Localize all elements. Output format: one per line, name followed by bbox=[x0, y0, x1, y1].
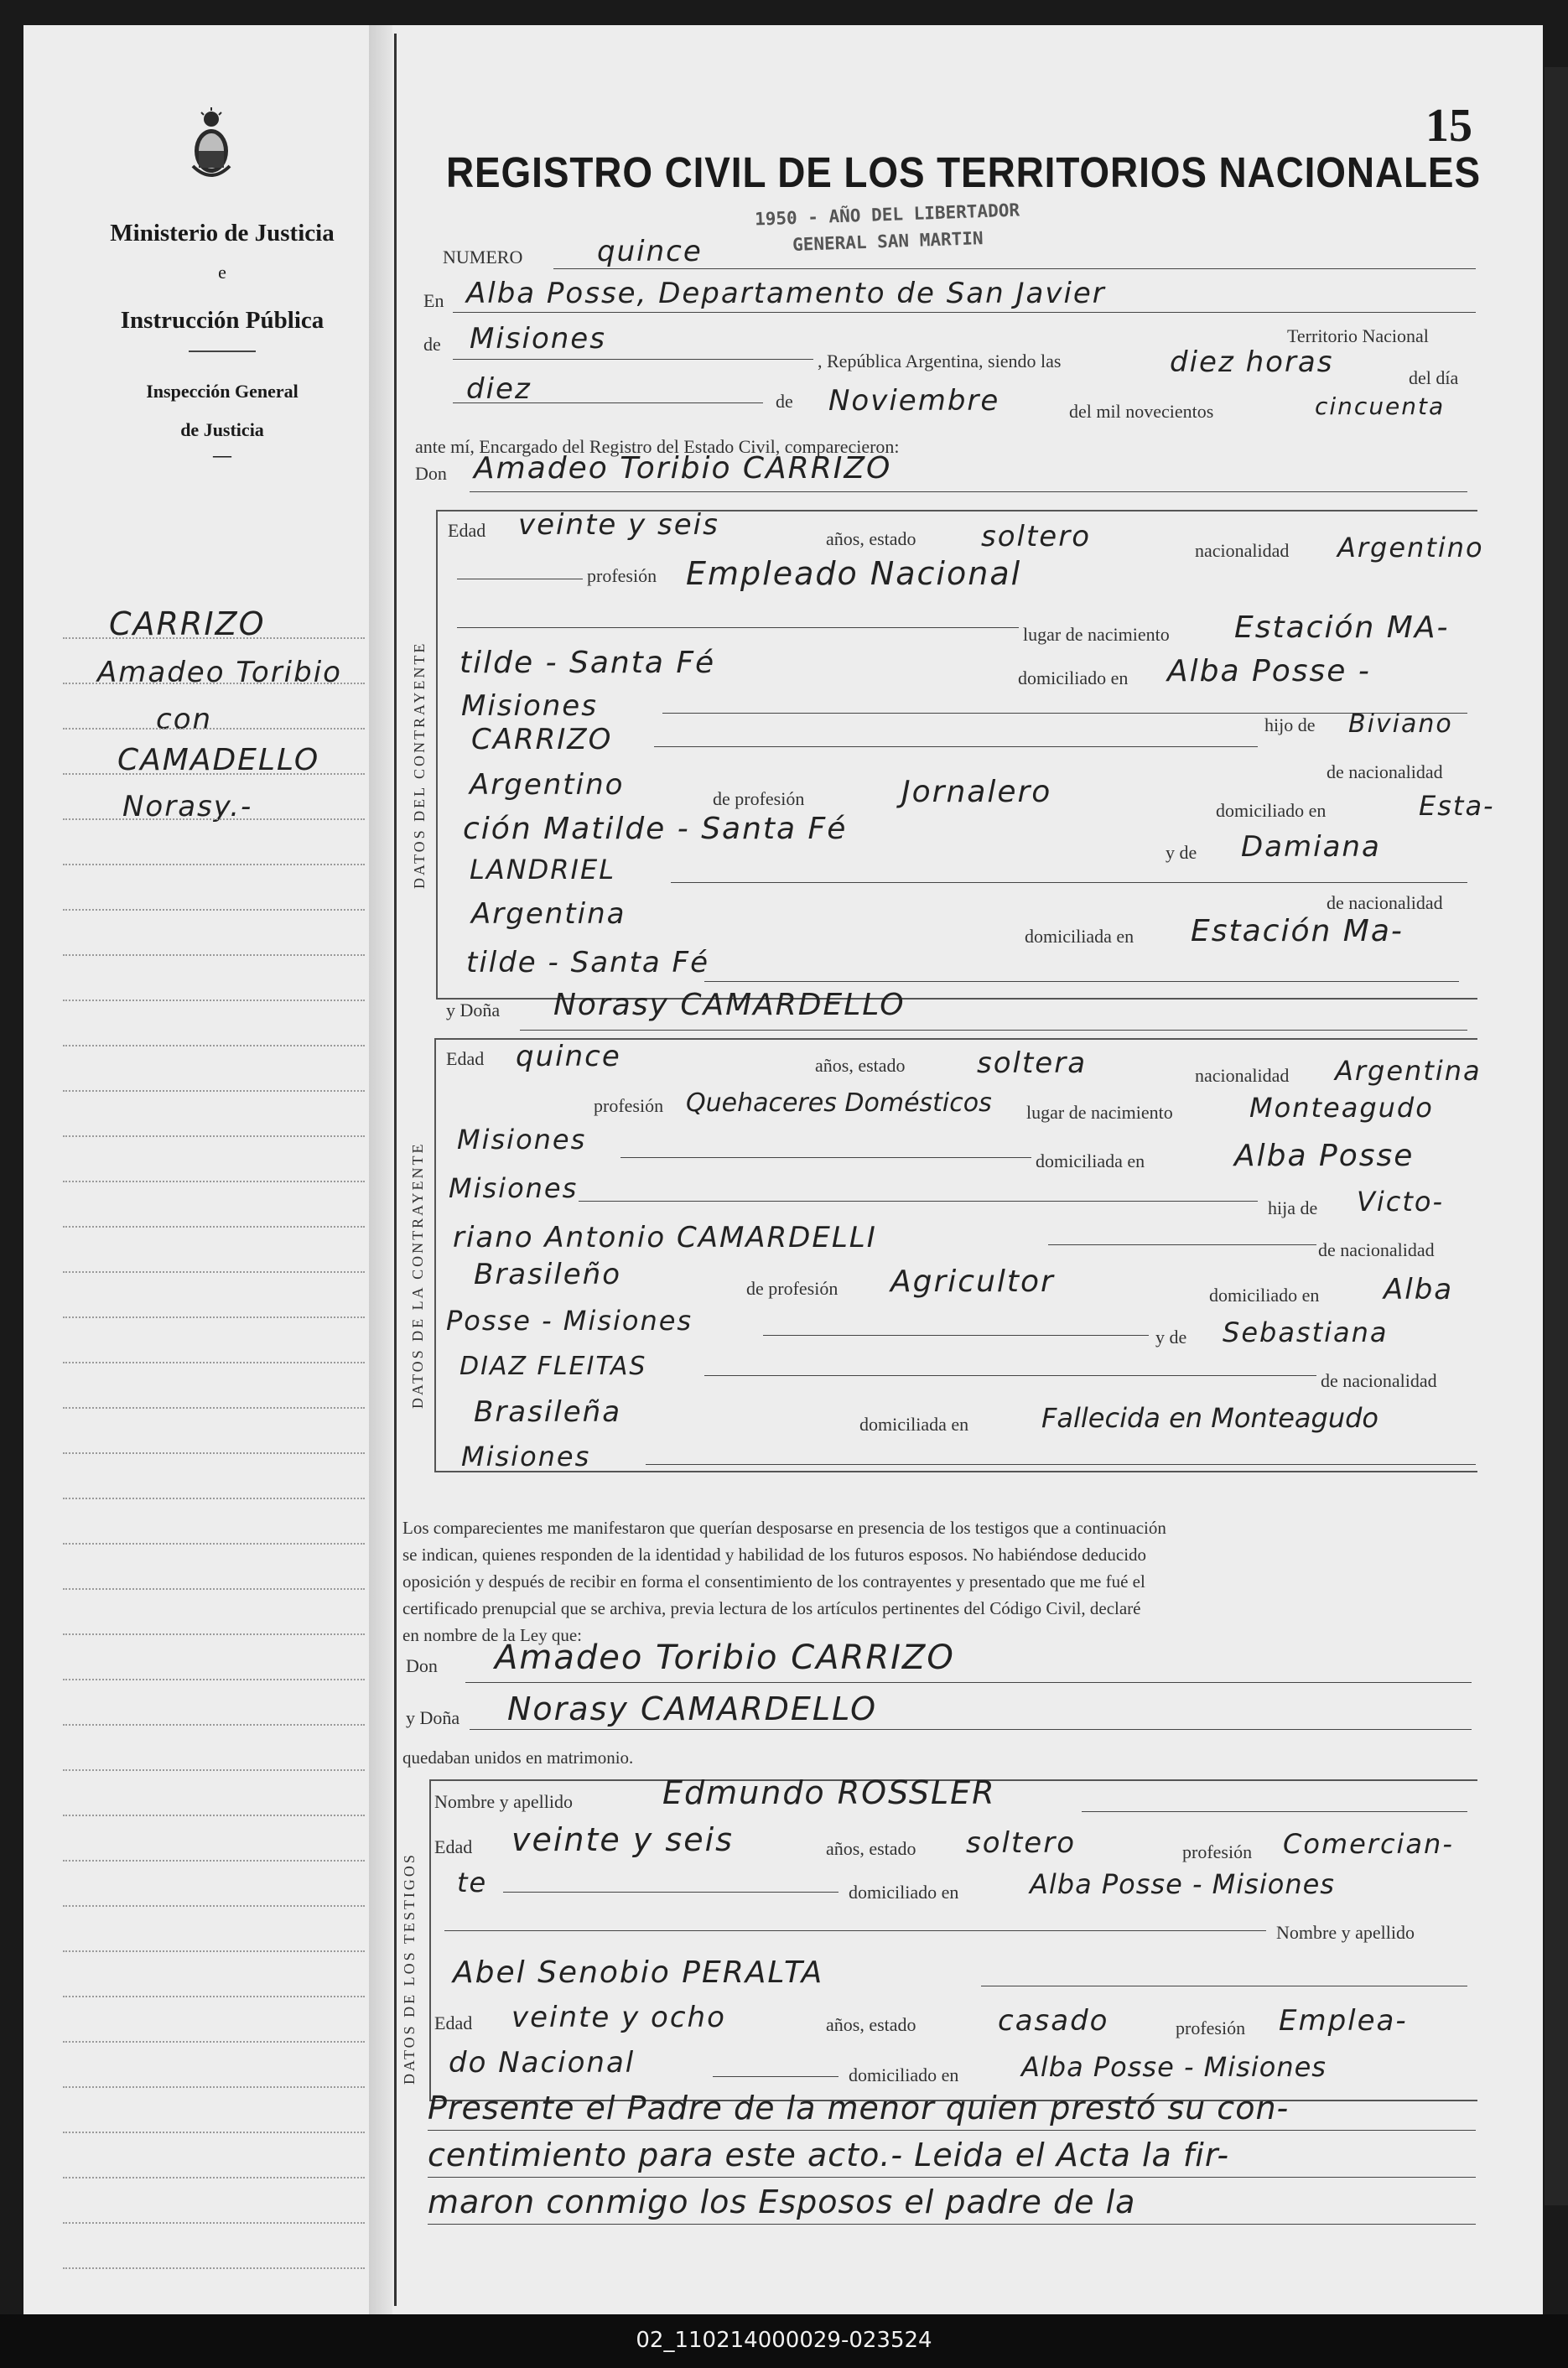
margin-rule-line bbox=[63, 1407, 365, 1409]
margin-rule-line bbox=[63, 1271, 365, 1273]
rule-groom-lugar bbox=[457, 627, 1019, 628]
witnesses-side-label: DATOS DE LOS TESTIGOS bbox=[401, 1852, 418, 2085]
bride-domiciliada-label: domiciliada en bbox=[1036, 1150, 1145, 1171]
groom-father-surname: CARRIZO bbox=[471, 723, 613, 756]
bride-father-nac-value: Brasileño bbox=[474, 1258, 622, 1291]
groom-nacionalidad-value: Argentino bbox=[1337, 532, 1484, 563]
coat-of-arms-icon bbox=[186, 107, 236, 183]
rule-final-don bbox=[465, 1682, 1472, 1683]
bride-anios-estado-label: años, estado bbox=[815, 1055, 906, 1076]
groom-side-label: DATOS DEL CONTRAYENTE bbox=[411, 641, 428, 889]
final-dona-value: Norasy CAMARDELLO bbox=[507, 1690, 878, 1727]
w2-edad-label: Edad bbox=[434, 2012, 473, 2033]
ministry-line1: Ministerio de Justicia bbox=[110, 220, 335, 247]
rule-w1-prof bbox=[503, 1892, 839, 1893]
rule-w2-prof bbox=[713, 2076, 839, 2077]
groom-lugar-value-a: Estación MA- bbox=[1234, 610, 1450, 645]
groom-edad-label: Edad bbox=[448, 520, 486, 541]
groom-y-de-label: y de bbox=[1166, 842, 1197, 863]
w1-prof-value-a: Comercian- bbox=[1283, 1828, 1454, 1860]
rule-en bbox=[453, 312, 1476, 313]
margin-rule-line bbox=[63, 1090, 365, 1092]
margin-rule-line bbox=[63, 909, 365, 911]
w1-edad-label: Edad bbox=[434, 1836, 473, 1857]
bride-mother-nac-value: Brasileña bbox=[474, 1395, 622, 1429]
closing-line3: maron conmigo los Esposos el padre de la bbox=[428, 2184, 1136, 2220]
w2-prof-value-a: Emplea- bbox=[1279, 2004, 1408, 2038]
rule-final-dona bbox=[470, 1729, 1472, 1730]
margin-note-bride-name: Norasy.- bbox=[122, 790, 253, 823]
bride-mother-surname: DIAZ FLEITAS bbox=[459, 1352, 647, 1381]
bride-edad-value: quince bbox=[516, 1040, 621, 1073]
groom-father-dom-label: domiciliado en bbox=[1216, 800, 1327, 821]
left-margin-column bbox=[25, 25, 394, 2314]
bride-father-prof-value: Agricultor bbox=[890, 1264, 1055, 1299]
w1-nombre-label: Nombre y apellido bbox=[434, 1791, 573, 1812]
w2-nombre-value: Abel Senobio PERALTA bbox=[453, 1955, 824, 1990]
w2-nombre-label: Nombre y apellido bbox=[1276, 1922, 1415, 1943]
w1-estado-value: soltero bbox=[966, 1826, 1076, 1860]
bride-mother-name: Sebastiana bbox=[1223, 1316, 1389, 1348]
margin-rule-line bbox=[63, 818, 365, 820]
bride-hija-label: hija de bbox=[1268, 1197, 1318, 1218]
margin-rule-line bbox=[63, 1679, 365, 1680]
w1-prof-value-b: te bbox=[457, 1867, 488, 1898]
bride-profesion-label: profesión bbox=[594, 1095, 664, 1116]
de-label2: de bbox=[776, 391, 793, 412]
margin-rule-line bbox=[63, 1588, 365, 1590]
inspeccion-line1: Inspección General bbox=[146, 381, 299, 402]
margin-rule-line bbox=[63, 1316, 365, 1318]
bride-father-dom-value-b: Posse - Misiones bbox=[446, 1305, 693, 1337]
ministry-divider bbox=[189, 351, 256, 352]
closing-line1: Presente el Padre de la menor quien prestó su con- bbox=[428, 2090, 1290, 2127]
bride-nacionalidad-value: Argentina bbox=[1335, 1055, 1482, 1087]
groom-mother-nac-label: de nacionalidad bbox=[1327, 892, 1443, 913]
groom-domiciliado-label: domiciliado en bbox=[1018, 667, 1129, 688]
groom-father-nac-label: de nacionalidad bbox=[1327, 761, 1443, 782]
anio-value: cincuenta bbox=[1315, 392, 1446, 420]
w2-domiciliado-label: domiciliado en bbox=[849, 2064, 959, 2085]
bride-father-dom-value-a: Alba bbox=[1384, 1273, 1454, 1306]
groom-lugar-value-b: tilde - Santa Fé bbox=[459, 646, 716, 680]
groom-hijo-label: hijo de bbox=[1264, 714, 1316, 735]
declaration-line2: se indican, quienes responden de la identidad y habilidad de los futuros esposos. No habiéndose deducido bbox=[402, 1545, 1147, 1565]
rule-closing1 bbox=[428, 2130, 1476, 2131]
margin-rule-line bbox=[63, 1045, 365, 1046]
bride-edad-label: Edad bbox=[446, 1048, 485, 1069]
bride-nacionalidad-label: nacionalidad bbox=[1195, 1065, 1290, 1086]
don-value: Amadeo Toribio CARRIZO bbox=[474, 451, 892, 486]
bride-mother-nac-label: de nacionalidad bbox=[1321, 1370, 1437, 1391]
territorio-label: Territorio Nacional bbox=[1287, 325, 1429, 346]
bride-domicilio-value-b: Misiones bbox=[449, 1172, 579, 1204]
margin-rule-line bbox=[63, 683, 365, 684]
groom-lugar-label: lugar de nacimiento bbox=[1023, 624, 1170, 645]
margin-rule-line bbox=[63, 864, 365, 865]
final-don-label: Don bbox=[406, 1655, 438, 1676]
rule-bride-mother-dom bbox=[646, 1464, 1476, 1465]
bride-mother-dom-value-b: Misiones bbox=[461, 1441, 591, 1472]
bride-profesion-value: Quehaceres Domésticos bbox=[686, 1088, 992, 1118]
w2-profesion-label: profesión bbox=[1176, 2017, 1246, 2038]
w1-profesion-label: profesión bbox=[1182, 1841, 1253, 1862]
rule-groom-mother-dom bbox=[704, 981, 1459, 982]
margin-rule-line bbox=[63, 954, 365, 956]
bride-father-b: riano Antonio CAMARDELLI bbox=[453, 1221, 877, 1254]
groom-father-name: Biviano bbox=[1348, 709, 1453, 739]
rule-de bbox=[453, 359, 813, 360]
margin-rule-line bbox=[63, 2041, 365, 2043]
bride-domicilio-value-a: Alba Posse bbox=[1234, 1139, 1415, 1173]
groom-profesion-value: Empleado Nacional bbox=[686, 555, 1022, 592]
bride-side-label: DATOS DE LA CONTRAYENTE bbox=[409, 1141, 426, 1409]
groom-edad-value: veinte y seis bbox=[518, 508, 719, 542]
groom-mother-surname: LANDRIEL bbox=[470, 854, 616, 885]
margin-rule-line bbox=[63, 1860, 365, 1862]
margin-note-given-name: Amadeo Toribio bbox=[97, 656, 342, 689]
w1-anios-estado-label: años, estado bbox=[826, 1838, 916, 1859]
groom-mother-nac-value: Argentina bbox=[471, 897, 626, 931]
margin-rule-line bbox=[63, 1498, 365, 1499]
groom-profesion-label: profesión bbox=[587, 565, 657, 586]
groom-mother-dom-value-a: Estación Ma- bbox=[1191, 914, 1404, 948]
bride-father-a: Victo- bbox=[1357, 1186, 1445, 1218]
rule-bride-father-dom bbox=[763, 1335, 1149, 1336]
ministry-line2: e bbox=[218, 262, 226, 283]
margin-rule-line bbox=[63, 1815, 365, 1816]
de-label: de bbox=[423, 334, 441, 355]
margin-rule-line bbox=[63, 728, 365, 730]
rule-numero bbox=[553, 268, 1476, 269]
declaration-line5: en nombre de la Ley que: bbox=[402, 1625, 582, 1645]
w2-edad-value: veinte y ocho bbox=[511, 2001, 726, 2034]
numero-label: NUMERO bbox=[443, 247, 523, 267]
book-edge bbox=[1545, 67, 1568, 2205]
bride-mother-dom-label: domiciliada en bbox=[859, 1414, 969, 1435]
inspeccion-line2: de Justicia bbox=[180, 419, 264, 440]
margin-rule-line bbox=[63, 1769, 365, 1771]
groom-domicilio-value-a: Alba Posse - bbox=[1167, 654, 1371, 688]
image-id-label: 02_110214000029-023524 bbox=[636, 2328, 932, 2353]
bride-y-de-label: y de bbox=[1155, 1327, 1187, 1348]
margin-rule-line bbox=[63, 1633, 365, 1635]
margin-rule-line bbox=[63, 2267, 365, 2269]
margin-rule-line bbox=[63, 2086, 365, 2088]
groom-mother-dom-value-b: tilde - Santa Fé bbox=[466, 946, 710, 979]
declaration-line4: certificado prenupcial que se archiva, previa lectura de los artículos pertinentes del Código Civil, declaré bbox=[402, 1598, 1141, 1618]
groom-father-dom-value-b: ción Matilde - Santa Fé bbox=[463, 812, 848, 846]
rule-w2-top bbox=[444, 1930, 1266, 1931]
rule-groom-domicilio bbox=[662, 713, 1467, 714]
bride-lugar-value-a: Monteagudo bbox=[1249, 1092, 1434, 1124]
register-title: REGISTRO CIVIL DE LOS TERRITORIOS NACIONALES bbox=[446, 148, 1481, 196]
rule-groom-father bbox=[654, 746, 1258, 747]
dona-label: y Doña bbox=[446, 1000, 501, 1020]
groom-father-dom-value-a: Esta- bbox=[1419, 790, 1495, 822]
rule-bride-mother bbox=[704, 1375, 1316, 1376]
groom-estado-value: soltero bbox=[981, 520, 1091, 553]
groom-nacionalidad-label: nacionalidad bbox=[1195, 540, 1290, 561]
margin-rule-line bbox=[63, 2132, 365, 2133]
margin-rule-line bbox=[63, 637, 365, 639]
page-number: 15 bbox=[1425, 100, 1472, 152]
image-footer bbox=[0, 2314, 1568, 2368]
closing-line2: centimiento para este acto.- Leida el Acta la fir- bbox=[428, 2137, 1230, 2173]
margin-rule-line bbox=[63, 1996, 365, 1997]
margin-note-bride-surname: CAMADELLO bbox=[117, 743, 320, 777]
margin-rule-line bbox=[63, 2222, 365, 2224]
rule-groom-mother bbox=[671, 882, 1467, 883]
margin-rule-line bbox=[63, 1000, 365, 1001]
margin-rule-line bbox=[63, 1135, 365, 1137]
margin-rule-line bbox=[63, 1950, 365, 1952]
w2-dom-value: Alba Posse - Misiones bbox=[1021, 2051, 1327, 2083]
stamp-line1: 1950 - AÑO DEL LIBERTADOR bbox=[754, 200, 1020, 230]
w2-estado-value: casado bbox=[998, 2004, 1109, 2038]
inspeccion-dash: — bbox=[213, 444, 231, 465]
horas-value: diez horas bbox=[1170, 345, 1334, 379]
rule-closing3 bbox=[428, 2224, 1476, 2225]
margin-rule-line bbox=[63, 1362, 365, 1363]
ministry-line3: Instrucción Pública bbox=[120, 307, 325, 334]
rule-bride-lugar bbox=[620, 1157, 1031, 1158]
margin-rule-line bbox=[63, 1226, 365, 1228]
declaration-line3: oposición y después de recibir en forma el consentimiento de los contrayentes y presentado que me fué el bbox=[402, 1571, 1145, 1592]
w2-prof-value-b: do Nacional bbox=[449, 2046, 636, 2080]
margin-rule-line bbox=[63, 1724, 365, 1726]
bride-mother-dom-value-a: Fallecida en Monteagudo bbox=[1041, 1402, 1378, 1434]
rule-dia bbox=[453, 402, 763, 403]
en-label: En bbox=[423, 290, 444, 311]
rule-w1-nombre bbox=[1082, 1811, 1467, 1812]
bride-father-nac-label: de nacionalidad bbox=[1318, 1239, 1435, 1260]
groom-anios-estado-label: años, estado bbox=[826, 528, 916, 549]
w1-dom-value: Alba Posse - Misiones bbox=[1030, 1868, 1335, 1900]
groom-father-nac-value: Argentino bbox=[470, 768, 625, 802]
republica-label: , República Argentina, siendo las bbox=[818, 351, 1062, 371]
rule-bride-father bbox=[1048, 1244, 1316, 1245]
final-dona-label: y Doña bbox=[406, 1707, 460, 1728]
margin-note-surname: CARRIZO bbox=[109, 605, 266, 642]
numero-value: quince bbox=[597, 235, 703, 268]
margin-rule-line bbox=[63, 1181, 365, 1182]
bride-lugar-label: lugar de nacimiento bbox=[1026, 1102, 1173, 1123]
unidos-text: quedaban unidos en matrimonio. bbox=[402, 1747, 634, 1768]
anio-label: del mil novecientos bbox=[1069, 401, 1214, 422]
en-value: Alba Posse, Departamento de San Javier bbox=[466, 277, 1106, 310]
stamp-line2: GENERAL SAN MARTIN bbox=[792, 228, 984, 255]
mes-value: Noviembre bbox=[828, 384, 1000, 418]
ante-line: ante mí, Encargado del Registro del Estado Civil, comparecieron: bbox=[415, 436, 900, 457]
groom-domicilio-value-b: Misiones bbox=[461, 689, 598, 723]
margin-note-con: con bbox=[156, 703, 213, 736]
rule-bride-domicilio bbox=[579, 1201, 1258, 1202]
dia-value: diez bbox=[466, 372, 532, 406]
bride-father-dom-label: domiciliado en bbox=[1209, 1285, 1320, 1306]
rule-dona bbox=[520, 1030, 1467, 1031]
bride-estado-value: soltera bbox=[977, 1046, 1088, 1080]
bride-lugar-value-b: Misiones bbox=[457, 1124, 587, 1155]
margin-rule-line bbox=[63, 1543, 365, 1545]
groom-father-prof-label: de profesión bbox=[713, 788, 805, 809]
w1-nombre-value: Edmundo ROSSLER bbox=[662, 1774, 996, 1811]
de-value: Misiones bbox=[470, 322, 606, 356]
w1-domiciliado-label: domiciliado en bbox=[849, 1882, 959, 1903]
column-divider bbox=[394, 34, 397, 2306]
groom-father-prof-value: Jornalero bbox=[901, 775, 1052, 809]
bride-father-prof-label: de profesión bbox=[746, 1278, 839, 1299]
dona-value: Norasy CAMARDELLO bbox=[553, 988, 906, 1022]
w1-edad-value: veinte y seis bbox=[511, 1821, 734, 1858]
groom-mother-name: Damiana bbox=[1241, 830, 1381, 864]
rule-don bbox=[470, 491, 1467, 492]
margin-rule-line bbox=[63, 2177, 365, 2178]
margin-rule-line bbox=[63, 773, 365, 775]
margin-rule-line bbox=[63, 1905, 365, 1907]
margin-rule-line bbox=[63, 1452, 365, 1454]
final-don-value: Amadeo Toribio CARRIZO bbox=[495, 1638, 955, 1677]
del-dia-label: del día bbox=[1409, 367, 1459, 388]
declaration-line1: Los comparecientes me manifestaron que querían desposarse en presencia de los testigos que a continuación bbox=[402, 1518, 1166, 1538]
rule-closing2 bbox=[428, 2177, 1476, 2178]
groom-mother-dom-label: domiciliada en bbox=[1025, 926, 1134, 947]
don-label: Don bbox=[415, 463, 447, 484]
w2-anios-estado-label: años, estado bbox=[826, 2014, 916, 2035]
